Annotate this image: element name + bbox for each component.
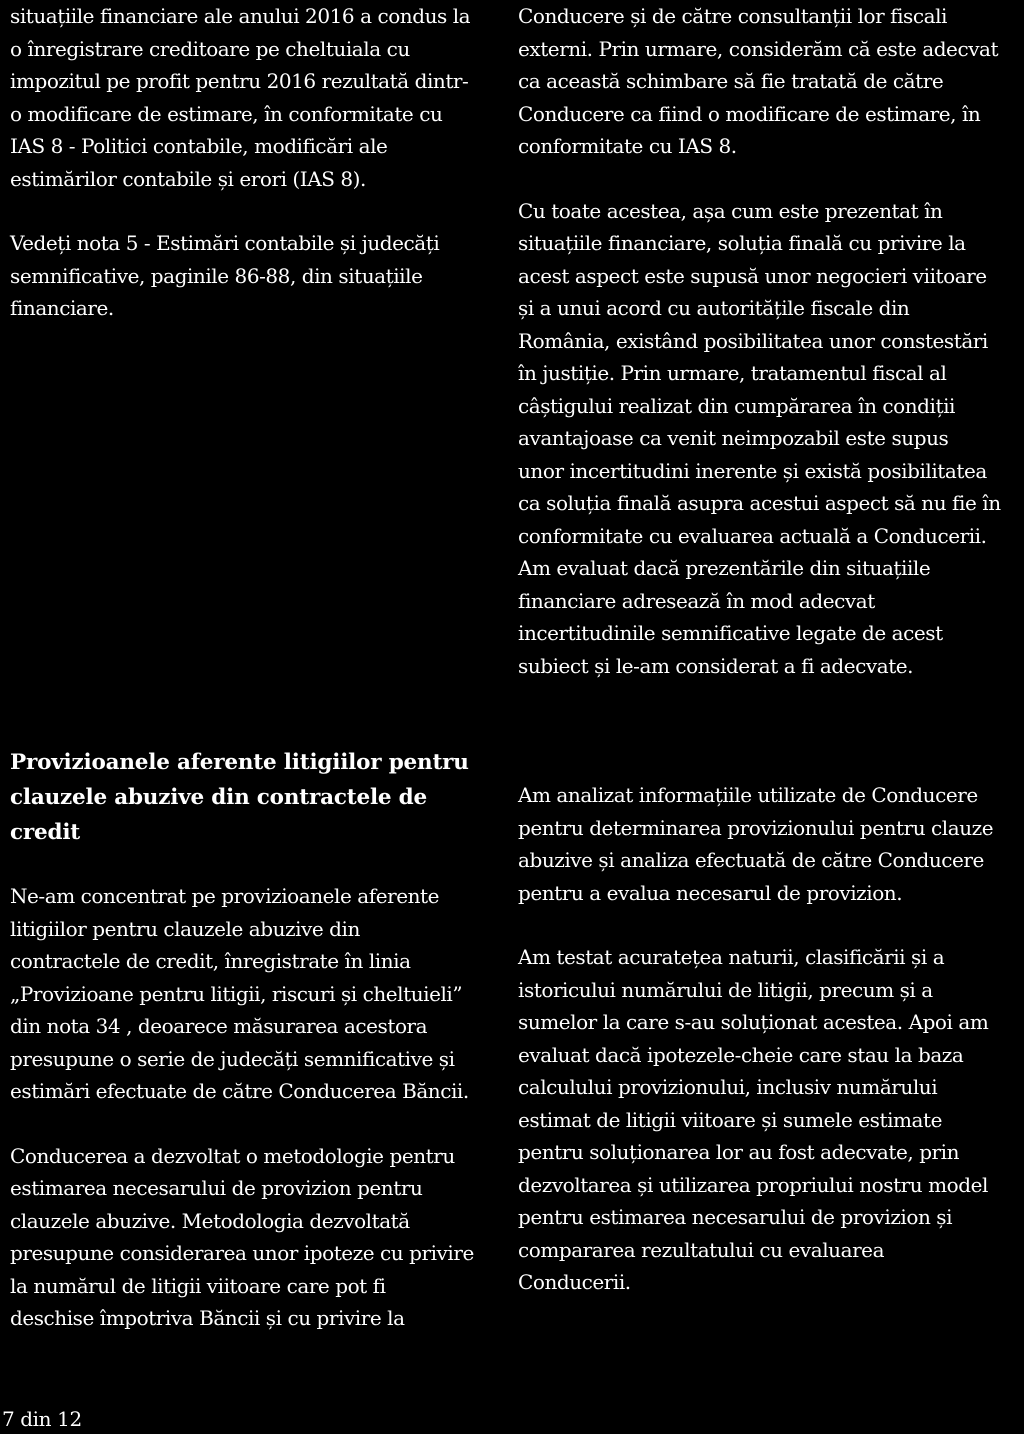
text-line: externi. Prin urmare, considerăm că este adecvat — [518, 36, 999, 61]
text-line: situațiile financiare, soluția finală cu privire la — [518, 231, 966, 255]
text-line: Conducere ca fiind o modificare de estimare, în — [518, 101, 981, 126]
text-line: pentru determinarea provizionului pentru clauze — [518, 815, 994, 840]
text-line: incertitudinile semnificative legate de acest — [518, 621, 943, 645]
text-line: o înregistrare creditoare pe cheltuiala cu — [10, 36, 410, 61]
text-line: dezvoltarea și utilizarea propriului nostru model — [518, 1172, 988, 1197]
text-line: semnificative, paginile 86-88, din situațiile — [10, 263, 423, 288]
text-line: financiare. — [10, 296, 114, 320]
paragraph — [518, 779, 1018, 909]
text-line: financiare adresează în mod adecvat — [518, 588, 875, 613]
text-line: evaluat dacă ipotezele-cheie care stau la baza — [518, 1042, 964, 1067]
text-line: Vedeți nota 5 - Estimări contabile și judecăți — [10, 231, 440, 255]
text-line: abuzive și analiza efectuată de către Conducere — [518, 848, 984, 872]
text-line: și a unui acord cu autoritățile fiscale din — [518, 296, 910, 320]
text-line: în justiție. Prin urmare, tratamentul fiscal al — [518, 361, 947, 385]
text-line: deschise împotriva Băncii și cu privire la — [10, 1306, 405, 1330]
heading-line: clauzele abuzive din contractele de — [10, 785, 427, 810]
text-line: pentru a evalua necesarul de provizion. — [518, 880, 903, 905]
text-line: estimat de litigii viitoare și sumele estimate — [518, 1107, 942, 1132]
paragraph — [10, 1140, 500, 1335]
text-line: conformitate cu IAS 8. — [518, 134, 737, 158]
paragraph — [518, 0, 1018, 163]
text-line: din nota 34 , deoarece măsurarea acestora — [10, 1014, 428, 1038]
text-line: câștigului realizat din cumpărarea în condiții — [518, 393, 955, 418]
text-line: estimarea necesarului de provizion pentru — [10, 1176, 423, 1200]
text-line: Am testat acuratețea naturii, clasificării și a — [518, 945, 945, 969]
text-line: presupune considerarea unor ipoteze cu privire — [10, 1241, 474, 1265]
text-line: estimări efectuate de către Conducerea Băncii. — [10, 1079, 469, 1103]
text-line: Cu toate acestea, așa cum este prezentat în — [518, 198, 943, 223]
text-line: acest aspect este supusă unor negocieri viitoare — [518, 263, 987, 288]
text-line: „Provizioane pentru litigii, riscuri și cheltuieli” — [10, 981, 463, 1006]
page-number: 7 din 12 — [2, 1407, 82, 1431]
text-line: pentru soluționarea lor au fost adecvate, prin — [518, 1140, 960, 1164]
section-heading — [10, 745, 500, 850]
text-line: România, existând posibilitatea unor constestări — [518, 328, 988, 353]
text-line: Am analizat informațiile utilizate de Conducere — [518, 783, 978, 807]
text-line: conformitate cu evaluarea actuală a Conducerii. — [518, 523, 987, 548]
text-line: subiect și le-am considerat a fi adecvate. — [518, 653, 914, 678]
text-line: calculului provizionului, inclusiv numărului — [518, 1075, 938, 1099]
paragraph — [10, 227, 500, 325]
text-line: Conducere și de către consultanții lor fiscali — [518, 4, 947, 28]
paragraph — [518, 195, 1018, 683]
top-right-column — [518, 0, 1018, 682]
text-line: avantajoase ca venit neimpozabil este supus — [518, 426, 949, 450]
bottom-right-column — [518, 779, 1018, 1299]
heading-line: credit — [10, 820, 81, 845]
top-left-column — [10, 0, 500, 325]
bottom-left-column — [10, 745, 500, 1335]
text-line: estimărilor contabile și erori (IAS 8). — [10, 166, 366, 191]
text-line: impozitul pe profit pentru 2016 rezultată dintr- — [10, 69, 469, 93]
text-line: clauzele abuzive. Metodologia dezvoltată — [10, 1208, 410, 1233]
paragraph — [10, 880, 500, 1108]
text-line: Am evaluat dacă prezentările din situațiile — [518, 556, 931, 580]
text-line: contractele de credit, înregistrate în linia — [10, 949, 411, 973]
text-line: Conducerii. — [518, 1270, 631, 1294]
text-line: presupune o serie de judecăți semnificative și — [10, 1046, 455, 1071]
paragraph — [518, 941, 1018, 1299]
heading-line: Provizioanele aferente litigiilor pentru — [10, 750, 469, 775]
text-line: compararea rezultatului cu evaluarea — [518, 1237, 885, 1262]
text-line: Conducerea a dezvoltat o metodologie pentru — [10, 1143, 455, 1168]
text-line: istoricului numărului de litigii, precum și a — [518, 977, 933, 1002]
text-line: IAS 8 - Politici contabile, modificări ale — [10, 134, 388, 158]
text-line: litigiilor pentru clauzele abuzive din — [10, 916, 360, 941]
text-line: ca soluția finală asupra acestui aspect să nu fie în — [518, 491, 1001, 515]
text-line: ca această schimbare să fie tratată de către — [518, 69, 944, 93]
text-line: la numărul de litigii viitoare care pot fi — [10, 1273, 386, 1298]
text-line: Ne-am concentrat pe provizioanele aferente — [10, 884, 440, 908]
text-line: sumelor la care s-au soluționat acestea. Apoi am — [518, 1010, 989, 1034]
text-line: situațiile financiare ale anului 2016 a condus la — [10, 4, 471, 28]
text-line: o modificare de estimare, în conformitate cu — [10, 101, 443, 126]
text-line: pentru estimarea necesarului de provizion și — [518, 1205, 953, 1229]
paragraph — [10, 0, 500, 195]
text-line: unor incertitudini inerente și există posibilitatea — [518, 458, 987, 483]
